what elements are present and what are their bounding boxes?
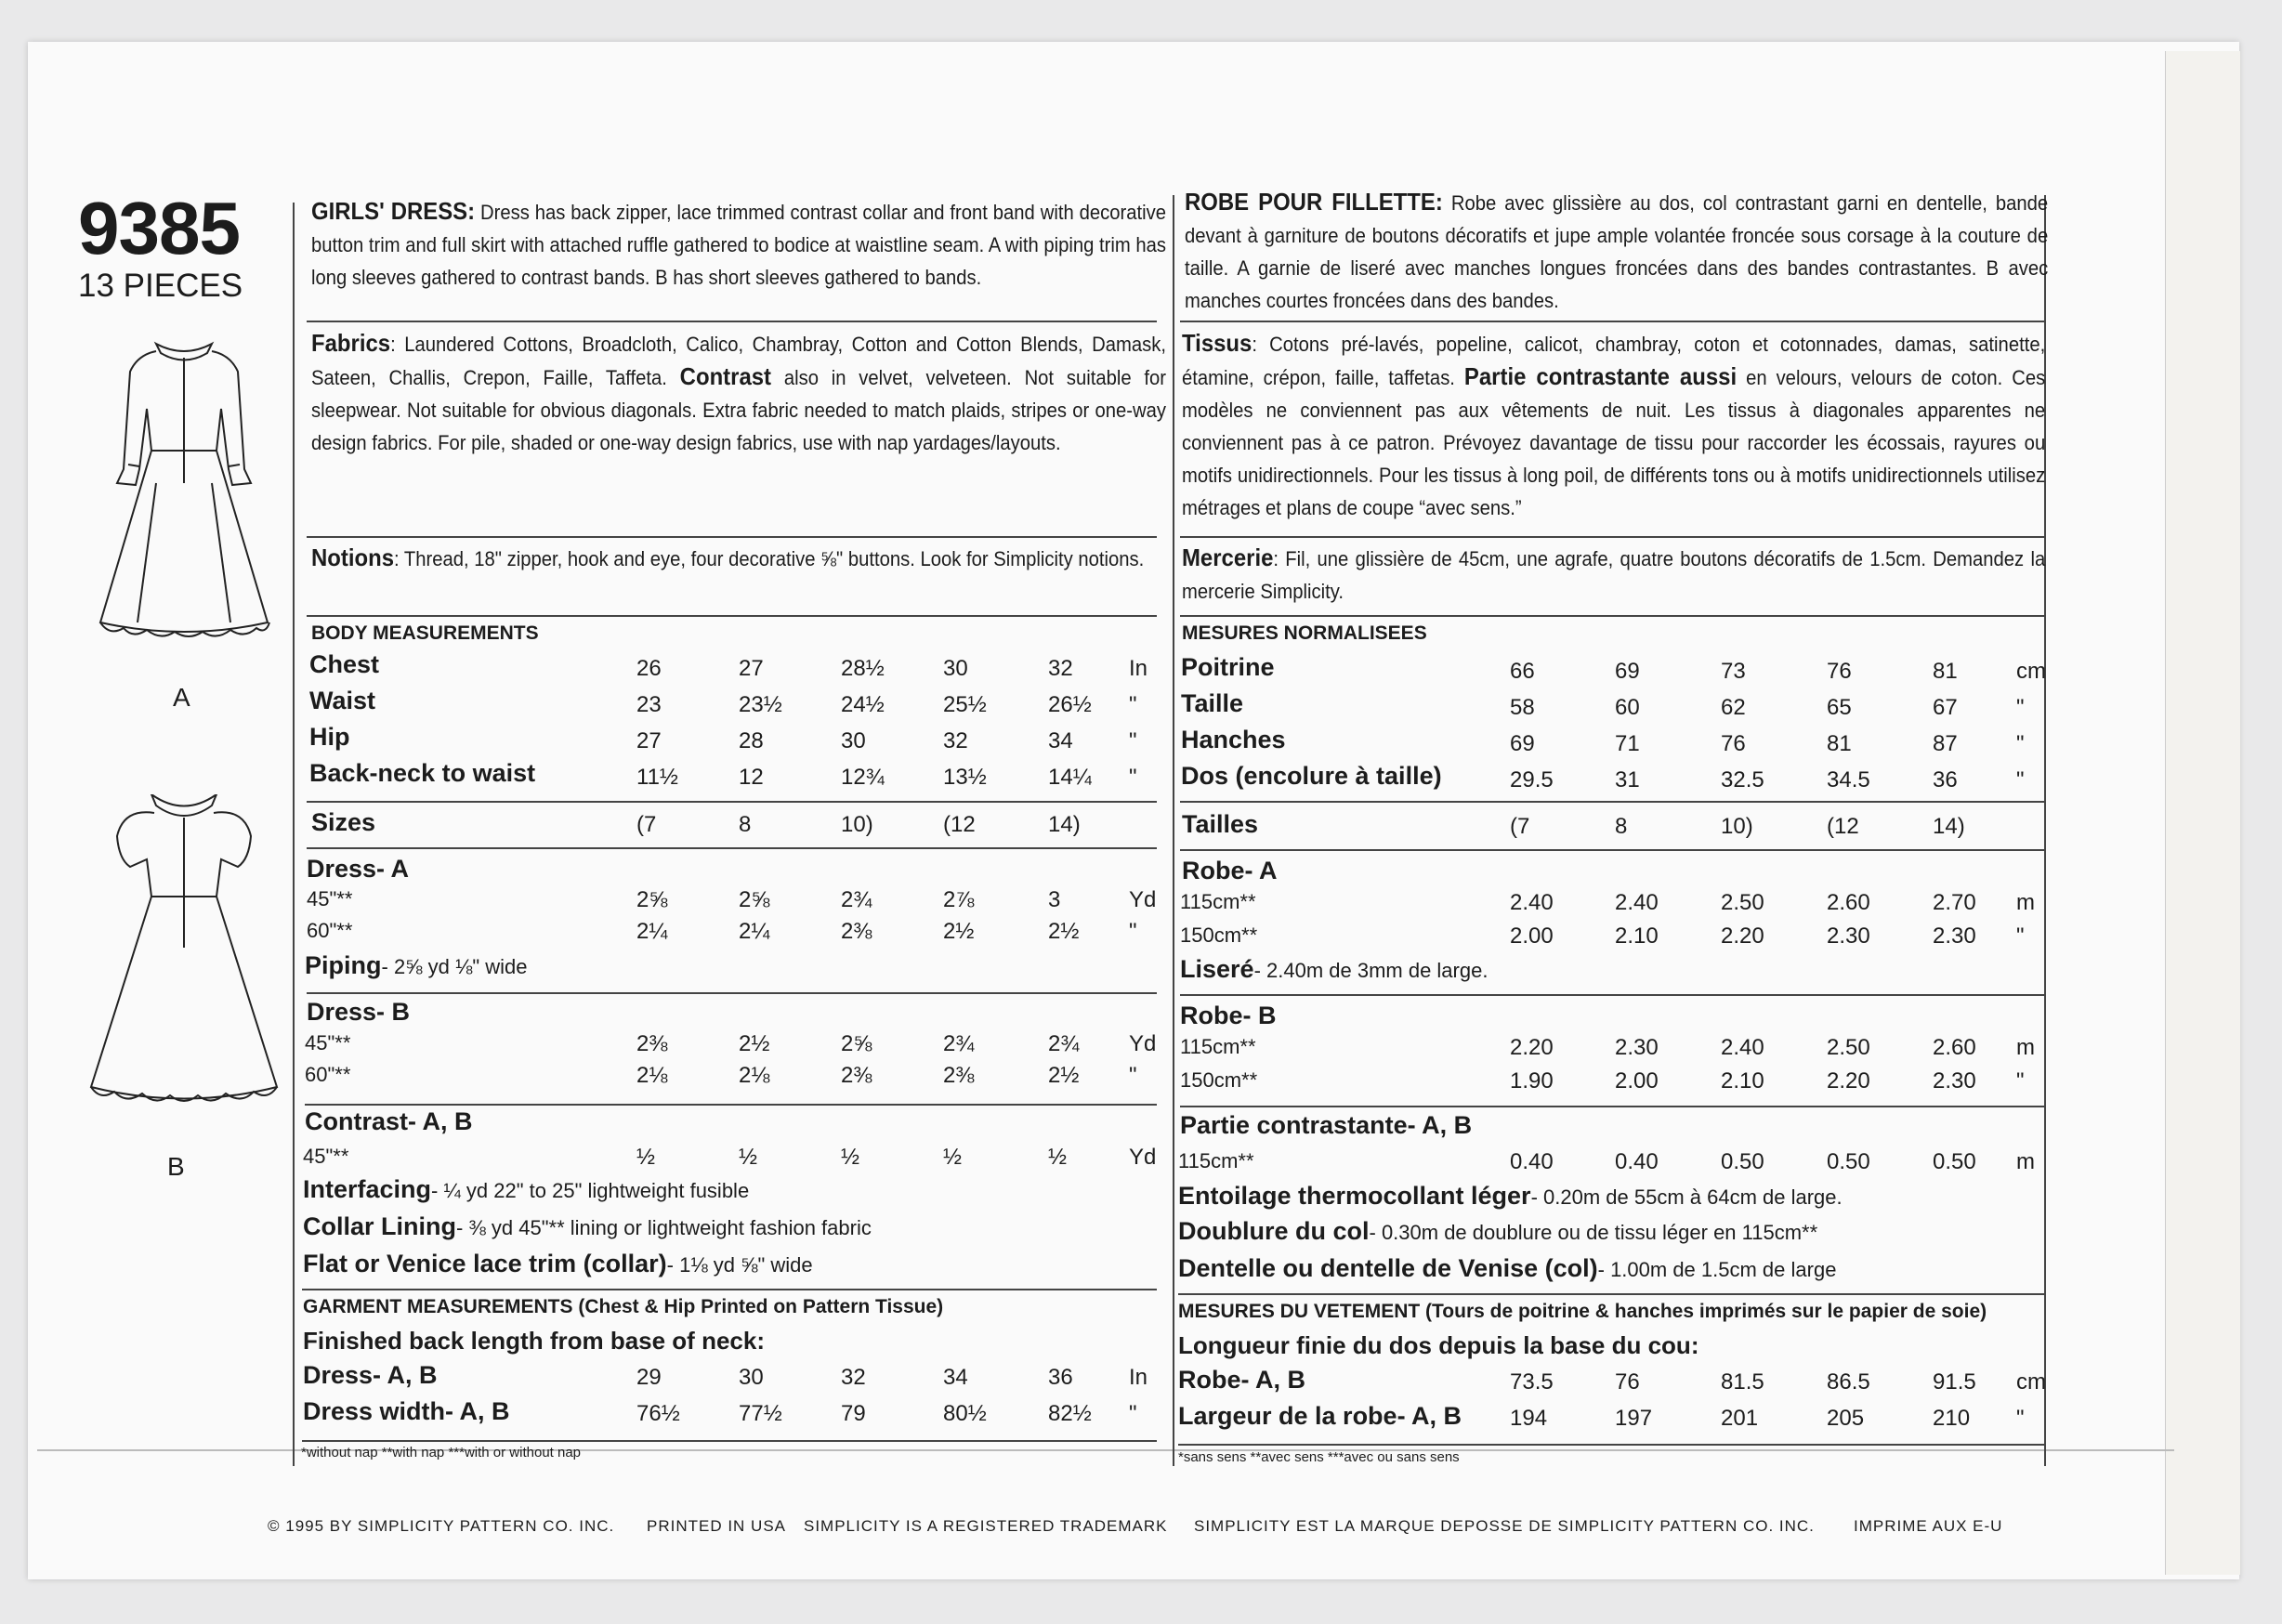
garment-measurements-header: GARMENT MEASUREMENTS (Chest & Hip Printed on Pattern Tissue) [303,1296,944,1317]
mesures-normalisees-header: MESURES NORMALISEES [1182,622,1427,644]
size-value: 10) [841,812,873,837]
cell-value: 205 [1827,1406,1865,1431]
footer-imprime: IMPRIME AUX E-U [1854,1517,2003,1535]
dress-a-illustration [72,325,295,660]
unit-label: " [1129,1401,1137,1426]
cell-value: 2.40 [1721,1035,1764,1060]
cell-value: 86.5 [1827,1369,1870,1395]
french-title: ROBE POUR FILLETTE: [1185,188,1443,216]
french-footnote: *sans sens **avec sens ***avec ou sans sens [1178,1449,1460,1465]
cell-value: 2.20 [1827,1068,1870,1094]
cell-value: ½ [943,1145,963,1170]
cell-value: 62 [1721,695,1746,720]
cell-value: 2¼ [739,919,770,944]
unit-label: m [2016,1035,2035,1060]
partie-contrastante-ab-label: Partie contrastante- A, B [1180,1111,1473,1139]
cell-value: 2⅝ [841,1031,872,1056]
size-value: 8 [1615,814,1628,839]
cell-value: 30 [943,656,968,681]
cell-value: 26 [636,656,662,681]
size-value: (12 [943,812,976,837]
cell-value: 76 [1827,659,1852,684]
contrast-ab-label: Contrast- A, B [305,1107,473,1135]
cell-value: 2.30 [1933,1068,1976,1094]
cell-value: 2.40 [1615,890,1659,915]
rule [1180,801,2044,803]
cell-value: 76 [1721,731,1746,756]
rule [1180,994,2044,996]
cell-value: 2⅝ [636,887,668,912]
french-desc: Robe avec glissière au dos, col contrastant garni en dentelle, bande devant à garniture de boutons décoratifs et jupe ample volantée froncée sous corsage à la couture de taille. A garnie de liseré avec manches longues froncées dans des bandes contrastantes. B avec manches courtes froncées dans des bandes. [1185,191,2049,312]
entoilage-line [1178,1182,1843,1211]
cell-value: 81.5 [1721,1369,1764,1395]
cell-value: 0.50 [1933,1149,1976,1174]
row-label: 60"** [307,919,353,942]
rule [307,321,1157,322]
unit-label: cm [2016,1369,2046,1395]
rule [302,1289,1157,1290]
cell-value: 24½ [841,692,885,717]
lisere-label: Liseré [1180,955,1254,983]
unit-label: cm [2016,659,2046,684]
unit-label: In [1129,1365,1148,1390]
row-label: Dress- A, B [303,1361,438,1389]
size-value: 14) [1933,814,1965,839]
longueur-finie-label: Longueur finie du dos depuis la base du cou: [1178,1331,1699,1359]
dentelle-line [1178,1254,1836,1283]
unit-label: " [1129,1063,1137,1088]
dentelle-text: - 1.00m de 1.5cm de large [1597,1258,1837,1281]
unit-label: " [1129,919,1137,944]
rule [307,847,1157,849]
size-value: 8 [739,812,752,837]
cell-value: 12 [739,765,764,790]
size-value: (7 [1510,814,1530,839]
cell-value: 27 [636,728,662,753]
tissus-label: Tissus [1182,329,1252,357]
cell-value: 27 [739,656,764,681]
cell-value: 2⅜ [841,1063,872,1088]
piping-text: - 2⅝ yd ⅛" wide [381,955,528,978]
cell-value: 2⅜ [636,1031,668,1056]
unit-label: Yd [1129,1145,1157,1170]
cell-value: 2.20 [1510,1035,1554,1060]
row-label: Dress width- A, B [303,1397,510,1425]
cell-value: 71 [1615,731,1640,756]
cell-value: 34.5 [1827,767,1870,792]
french-mercerie [1182,542,2120,608]
finished-length-label: Finished back length from base of neck: [303,1327,765,1355]
rule [307,992,1157,994]
interfacing-line [303,1175,749,1204]
contrast-label: Contrast [679,362,772,390]
cell-value: 2¾ [841,887,872,912]
piping-label: Piping [305,951,382,979]
unit-label: m [2016,1149,2035,1174]
dress-b-illustration [72,794,295,1147]
cell-value: 0.40 [1510,1149,1554,1174]
cell-value: 2⅛ [739,1063,770,1088]
row-label: 45"** [305,1031,351,1054]
unit-label: Yd [1129,887,1157,912]
cell-value: 2¾ [1048,1031,1080,1056]
notions-text: : Thread, 18" zipper, hook and eye, four decorative ⅝" buttons. Look for Simplicity notions. [394,547,1145,570]
dentelle-label: Dentelle ou dentelle de Venise (col) [1178,1254,1598,1282]
cell-value: 3 [1048,887,1061,912]
cell-value: 58 [1510,695,1535,720]
french-description [1185,186,2123,317]
cell-value: 2½ [1048,919,1080,944]
cell-value: 2.70 [1933,890,1976,915]
cell-value: 34 [1048,728,1073,753]
row-label: Taille [1181,689,1244,717]
doublure-label: Doublure du col [1178,1217,1370,1245]
view-b-label: B [167,1152,185,1181]
cell-value: 29 [636,1365,662,1390]
cell-value: 91.5 [1933,1369,1976,1395]
cell-value: 201 [1721,1406,1759,1431]
cell-value: 80½ [943,1401,987,1426]
dress-a-label: Dress- A [307,855,410,883]
cell-value: 2⅜ [943,1063,975,1088]
partie-contrastante-label: Partie contrastante aussi [1463,362,1738,390]
cell-value: 23½ [739,692,782,717]
cell-value: 11½ [636,765,678,790]
cell-value: 23 [636,692,662,717]
cell-value: 2⅞ [943,887,975,912]
rule [1178,1293,2044,1295]
cell-value: ½ [1048,1145,1068,1170]
cell-value: 73 [1721,659,1746,684]
cell-value: 14¼ [1048,765,1092,790]
cell-value: 31 [1615,767,1640,792]
cell-value: 2⅛ [636,1063,668,1088]
unit-label: " [2016,1406,2025,1431]
cell-value: 69 [1510,731,1535,756]
piping-line [305,951,528,980]
unit-label: Yd [1129,1031,1157,1056]
fabrics-label: Fabrics [311,329,391,357]
cell-value: 2⅜ [841,919,872,944]
cell-value: 81 [1827,731,1852,756]
lace-trim-label: Flat or Venice lace trim (collar) [303,1250,667,1277]
rule [1180,1106,2044,1107]
collar-lining-label: Collar Lining [303,1212,456,1240]
english-title: GIRLS' DRESS: [311,197,476,225]
cell-value: 28½ [841,656,885,681]
cell-value: 2⅝ [739,887,770,912]
size-value: 14) [1048,812,1081,837]
row-label: Robe- A, B [1178,1366,1305,1394]
cell-value: 2.30 [1615,1035,1659,1060]
row-label: Back-neck to waist [309,759,536,787]
tailles-label: Tailles [1182,810,1259,838]
cell-value: 2.00 [1510,923,1554,949]
cell-value: 32 [841,1365,866,1390]
cell-value: 73.5 [1510,1369,1554,1395]
cell-value: 30 [739,1365,764,1390]
row-label: Hip [309,723,350,751]
size-value: (12 [1827,814,1859,839]
unit-label: m [2016,890,2035,915]
mesures-vetement-header: MESURES DU VETEMENT (Tours de poitrine & hanches imprimés sur le papier de soie) [1178,1301,1987,1322]
mercerie-text: : Fil, une glissière de 45cm, une agrafe, quatre boutons décoratifs de 1.5cm. Demandez la mercerie Simplicity. [1182,547,2046,603]
cell-value: 87 [1933,731,1958,756]
entoilage-label: Entoilage thermocollant léger [1178,1182,1531,1210]
row-label: Chest [309,650,380,678]
cell-value: 2¾ [943,1031,975,1056]
cell-value: 2.60 [1933,1035,1976,1060]
unit-label: " [2016,695,2025,720]
english-desc: Dress has back zipper, lace trimmed contrast collar and front band with decorative button trim and full skirt with attached ruffle gathered to bodice at waistline seam. A with piping trim has long sleeves gathered to contrast bands. B has short sleeves gathered to bands. [311,201,1166,289]
cell-value: 25½ [943,692,987,717]
dress-b-label: Dress- B [307,998,411,1026]
cell-value: 28 [739,728,764,753]
cell-value: 2.30 [1827,923,1870,949]
doublure-text: - 0.30m de doublure ou de tissu léger en 115cm** [1369,1221,1818,1244]
sizes-label: Sizes [311,808,376,836]
cell-value: 197 [1615,1406,1653,1431]
cell-value: 26½ [1048,692,1092,717]
cell-value: 76 [1615,1369,1640,1395]
rule [307,801,1157,803]
rule [307,615,1157,617]
cell-value: 65 [1827,695,1852,720]
row-label: 115cm** [1180,890,1256,913]
cell-value: ½ [636,1145,656,1170]
rule [1180,321,2044,322]
cell-value: 2½ [739,1031,770,1056]
cell-value: 66 [1510,659,1535,684]
cell-value: 34 [943,1365,968,1390]
rule [1180,536,2044,538]
cell-value: 2.50 [1721,890,1764,915]
cell-value: 2.60 [1827,890,1870,915]
cell-value: 2.50 [1827,1035,1870,1060]
rule [1180,615,2044,617]
cell-value: 2.30 [1933,923,1976,949]
lace-trim-text: - 1⅛ yd ⅝" wide [666,1253,813,1277]
row-label: 150cm** [1180,923,1258,947]
pieces-count: 13 PIECES [78,268,243,304]
cell-value: 69 [1615,659,1640,684]
row-label: 60"** [305,1063,351,1086]
interfacing-text: - ¼ yd 22" to 25" lightweight fusible [431,1179,750,1202]
cell-value: 67 [1933,695,1958,720]
rule [307,536,1157,538]
cell-value: 76½ [636,1401,680,1426]
tissus-text-2: en velours, velours de coton. Ces modèles ne conviennent pas aux vêtements de nuit. Les tissus à diagonales apparentes ne conviennent pas à ce patron. Prévoyez davantage de tissu pour raccorder les écossais, rayures ou motifs unidirectionnels. Pour les tissus à long poil, de différents tons ou à motifs unidirectionnels utilisez métrages et plans de coupe “avec sens.” [1182,366,2046,519]
cell-value: ½ [841,1145,860,1170]
unit-label: " [2016,731,2025,756]
cell-value: 2.40 [1510,890,1554,915]
size-value: (7 [636,812,657,837]
cell-value: 0.50 [1721,1149,1764,1174]
mercerie-label: Mercerie [1182,544,1274,571]
cell-value: 2.10 [1721,1068,1764,1094]
robe-b-label: Robe- B [1180,1002,1277,1029]
cell-value: 32 [943,728,968,753]
cell-value: 30 [841,728,866,753]
cell-value: 36 [1048,1365,1073,1390]
lisere-line [1180,955,1488,984]
row-label: Waist [309,687,376,714]
rule [305,1104,1157,1106]
french-fabrics [1182,327,2120,524]
cell-value: 81 [1933,659,1958,684]
row-label: Hanches [1181,726,1286,753]
body-measurements-header: BODY MEASUREMENTS [311,622,539,644]
lace-trim-line [303,1250,813,1278]
torn-flap-edge [2165,51,2240,1575]
unit-label: " [1129,728,1137,753]
footer-trademark: SIMPLICITY IS A REGISTERED TRADEMARK [804,1517,1168,1535]
cell-value: 0.40 [1615,1149,1659,1174]
fabrics-text: : Laundered Cottons, Broadcloth, Calico, Chambray, Cotton and Cotton Blends, Damask, Sateen, Challis, Crepon, Faille, Taffeta. [311,333,1167,389]
english-footnote: *without nap **with nap ***with or without nap [301,1445,582,1460]
fabrics-text-2: also in velvet, velveteen. Not suitable for sleepwear. Not suitable for obvious diagonals. Extra fabric needed to match plaids, stripes or one-way design fabrics. For pile, shaded or one-way design fabrics, use with nap yardages/layouts. [311,366,1166,454]
size-value: 10) [1721,814,1753,839]
cell-value: 2.00 [1615,1068,1659,1094]
cell-value: 210 [1933,1406,1971,1431]
notions-label: Notions [311,544,395,571]
view-a-label: A [173,683,190,712]
cell-value: 2¼ [636,919,668,944]
unit-label: In [1129,656,1148,681]
row-label: 115cm** [1180,1035,1256,1058]
lisere-text: - 2.40m de 3mm de large. [1253,959,1489,982]
cell-value: 2.10 [1615,923,1659,949]
cell-value: 79 [841,1401,866,1426]
unit-label: " [2016,1068,2025,1094]
footer-copyright: © 1995 BY SIMPLICITY PATTERN CO. INC. [268,1517,615,1535]
english-description [311,195,1240,294]
unit-label: " [1129,765,1137,790]
pattern-number: 9385 [78,187,240,269]
entoilage-text: - 0.20m de 55cm à 64cm de large. [1530,1185,1843,1209]
interfacing-label: Interfacing [303,1175,432,1203]
cell-value: 2½ [943,919,975,944]
cell-value: 0.50 [1827,1149,1870,1174]
english-notions [311,542,1240,575]
row-label: 150cm** [1180,1068,1258,1092]
collar-lining-text: - ⅜ yd 45"** lining or lightweight fashion fabric [456,1216,872,1239]
cell-value: 1.90 [1510,1068,1554,1094]
cell-value: 32.5 [1721,767,1764,792]
doublure-line [1178,1217,1817,1246]
cell-value: 82½ [1048,1401,1092,1426]
footer-printed: PRINTED IN USA [647,1517,787,1535]
cell-value: ½ [739,1145,758,1170]
collar-lining-line [303,1212,872,1241]
left-column-rule [293,203,295,1466]
rule [302,1440,1157,1442]
robe-a-label: Robe- A [1182,857,1278,884]
unit-label: " [1129,692,1137,717]
cell-value: 32 [1048,656,1073,681]
cell-value: 36 [1933,767,1958,792]
cell-value: 2.20 [1721,923,1764,949]
row-label: Largeur de la robe- A, B [1178,1402,1462,1430]
footer-marque: SIMPLICITY EST LA MARQUE DEPOSSE DE SIMPLICITY PATTERN CO. INC. [1194,1517,1815,1535]
row-label: 115cm** [1178,1149,1254,1172]
tissus-text: : Cotons pré-lavés, popeline, calicot, chambray, coton et cotonnades, damas, satinette, étamine, crépon, faille, taffetas. [1182,333,2046,389]
cell-value: 13½ [943,765,987,790]
cell-value: 2½ [1048,1063,1080,1088]
english-fabrics [311,327,1240,459]
row-label: 45"** [303,1145,349,1168]
rule [1178,1444,2044,1446]
unit-label: " [2016,923,2025,949]
cell-value: 60 [1615,695,1640,720]
cell-value: 29.5 [1510,767,1554,792]
row-label: Poitrine [1181,653,1275,681]
cell-value: 194 [1510,1406,1548,1431]
row-label: 45"** [307,887,353,910]
rule [1180,849,2044,851]
cell-value: 77½ [739,1401,782,1426]
cell-value: 12¾ [841,765,885,790]
unit-label: " [2016,767,2025,792]
row-label: Dos (encolure à taille) [1181,762,1442,790]
